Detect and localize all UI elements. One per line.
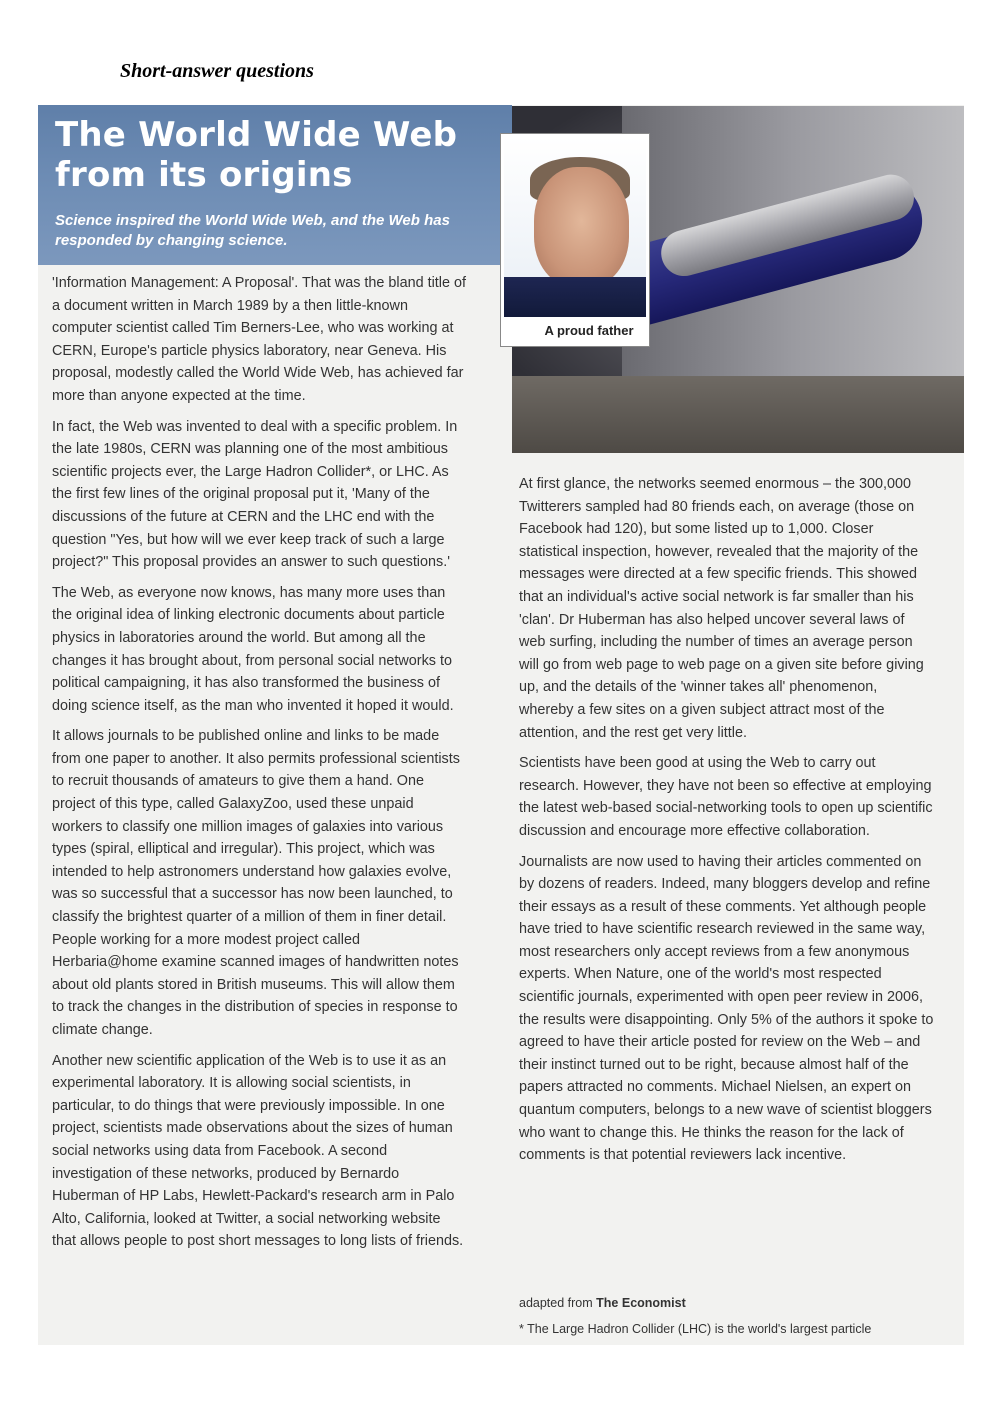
paragraph: At first glance, the networks seemed enormous – the 300,000 Twitterers sampled had 80 friends each, on average (those on Facebook had 120), but some listed up to 1,000. Closer statistical inspection, however, revealed that the majority of the messages were directed at a few specific friends. This showed that an individual's active social network is far smaller than his 'clan'. Dr Huberman has also helped uncover several laws of web surfing, including the number of times an average person will go from web page to web page on a given site before giving up, and the details of the 'winner takes all' phenomenon, whereby a few sites on a given subject attract most of the attention, and the rest get very little. [519, 476, 924, 741]
paragraph: The Web, as everyone now knows, has many more uses than the original idea of linking electronic documents about particle physics in laboratories around the world. But among all the changes it has brought about, from personal social networks to political campaigning, it has also transformed the business of doing science itself, as the man who invented it hoped it would. [52, 584, 454, 714]
paragraph: 'Information Management: A Proposal'. That was the bland title of a document written in March 1989 by a then little-known computer scientist called Tim Berners-Lee, who was working at CERN, Europe's particle physics laboratory, near Geneva. His proposal, modestly called the World Wide Web, has achieved far more than anyone expected at the time. [52, 275, 467, 404]
paragraph: In fact, the Web was invented to deal with a specific problem. In the late 1980s, CERN was planning one of the most ambitious scientific projects ever, the Large Hadron Collider*, or LHC. As the first few lines of the original proposal put it, 'Many of the discussions of the future at CERN and the LHC end with the question "Yes, but how will we ever keep track of such a large project?" This proposal provides an answer to such questions.' [52, 418, 458, 571]
source-name: The Economist [596, 1296, 686, 1310]
paragraph: It allows journals to be published online and links to be made from one paper to another. It also permits professional scientists to recruit thousands of amateurs to give them a hand. One project of this type, called GalaxyZoo, used these unpaid workers to classify one million images of galaxies into various types (spiral, elliptical and irregular). This project, which was intended to help astronomers understand how galaxies evolve, was so successful that a successor has now been launched, to classify the brightest quarter of a million of them in finer detail. People working for a more modest project called Herbaria@home examine scanned images of handwritten notes about old plants stored in British museums. This will allow them to track the changes in the distribution of species in response to climate change. [52, 728, 460, 1038]
article-title: The World Wide Web from its origins [55, 115, 458, 195]
tunnel-floor [512, 376, 964, 453]
portrait-photo [500, 133, 650, 347]
paragraph: Scientists have been good at using the Web to carry out research. However, they have not been so effective at employing the latest web-based social-networking tools to open up scientific discussion and encourage more effective collaboration. [519, 755, 933, 839]
photo-caption: A proud father [534, 318, 644, 344]
portrait-background [504, 137, 646, 315]
source-prefix: adapted from [519, 1296, 593, 1310]
right-column [519, 473, 934, 1175]
left-column [52, 272, 467, 1261]
section-heading: Short-answer questions [120, 60, 314, 82]
portrait-shirt [504, 277, 646, 317]
paragraph: Another new scientific application of the Web is to use it as an experimental laboratory. It is allowing social scientists, in particular, to do things that were previously impossible. In one project, scientists made observations about the sizes of human social networks using data from Facebook. A second investigation of these networks, produced by Bernardo Huberman of HP Labs, Hewlett-Packard's research arm in Palo Alto, California, looked at Twitter, a social networking website that allows people to post short messages to long lists of friends. [52, 1052, 464, 1250]
footnote: * The Large Hadron Collider (LHC) is the world's largest particle [519, 1322, 872, 1336]
article-subtitle: Science inspired the World Wide Web, and the Web has responded by changing science. [55, 212, 450, 249]
portrait-face [534, 167, 629, 287]
paragraph: Journalists are now used to having their articles commented on by dozens of readers. Indeed, many bloggers develop and refine their essays as a result of these comments. Yet although people have tried to have scientific research reviewed in the same way, most researchers only accept reviews from a few anonymous experts. When Nature, one of the world's most respected scientific journals, experimented with open peer review in 2006, the results were disappointing. Only 5% of the authors it spoke to agreed to have their article posted for review on the Web – and their instinct turned out to be right, because almost half of the papers attracted no comments. Michael Nielsen, an expert on quantum computers, belongs to a new wave of scientist bloggers who want to change this. He thinks the reason for the lack of comments is that potential reviewers lack incentive. [519, 853, 934, 1164]
source-line [519, 1296, 686, 1310]
